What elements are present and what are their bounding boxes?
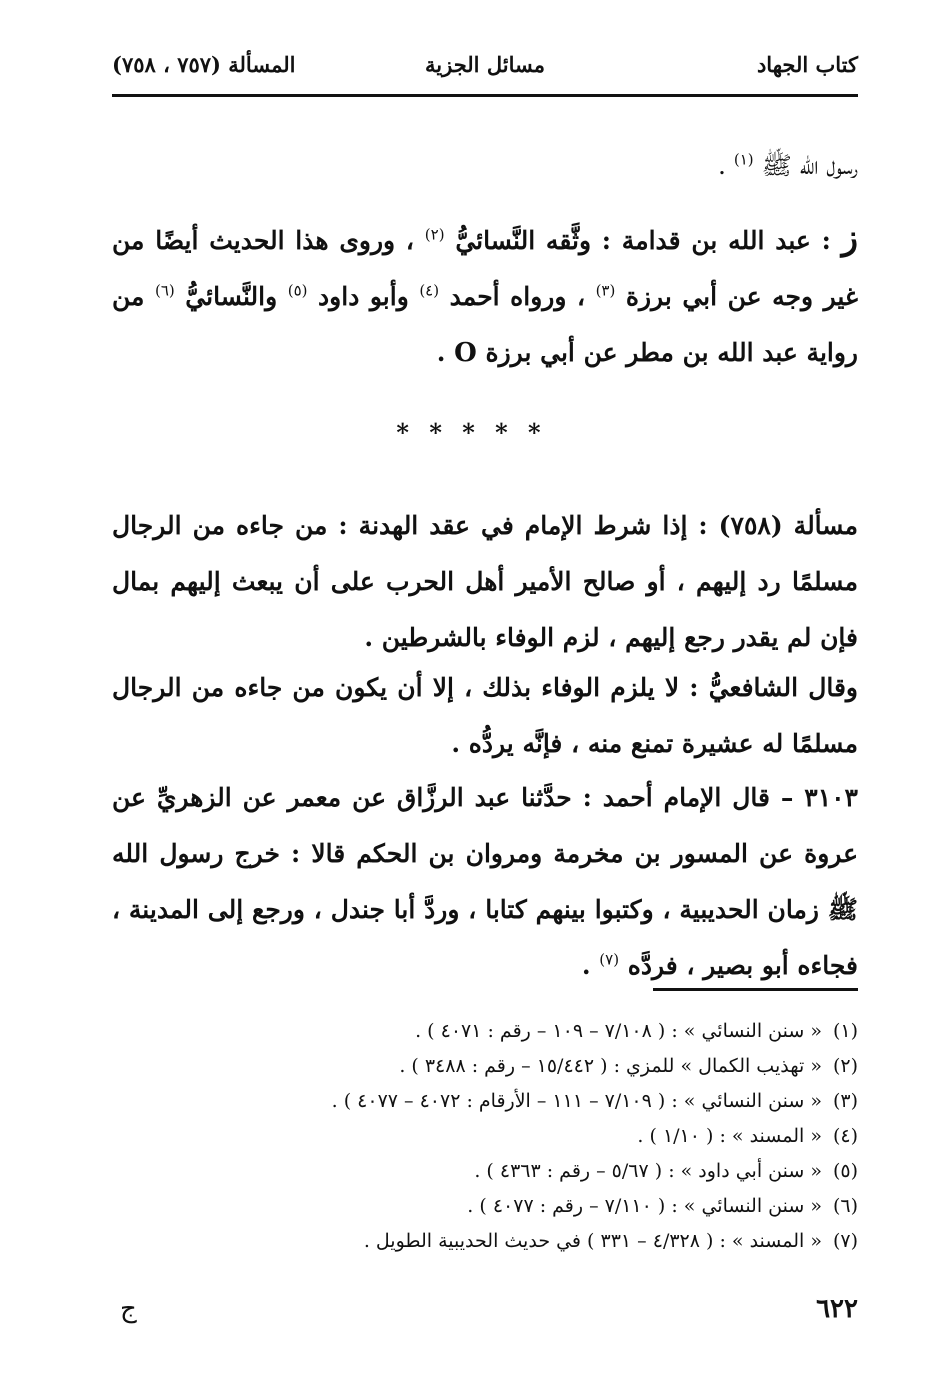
footnote-number: (٦): [832, 1195, 858, 1217]
issue-text: : إذا شرط الإمام في عقد الهدنة : من جاءه من الرجال مسلمًا رد إليهم ، أو صالح الأمير أهل الحرب على أن يبعث إليهم بمال فإن لم يقدر رجع إليهم ، لزم الوفاء بالشرطين .: [112, 511, 859, 652]
end-circle-symbol: O: [454, 338, 477, 368]
p1-text: رسول الله ﷺ: [761, 151, 858, 180]
footnote-ref-5: (٥): [287, 281, 308, 300]
paragraph-hadith-3103: [112, 770, 858, 994]
p2-a: : عبد الله بن قدامة : وثَّقه النَّسائيُّ: [444, 226, 842, 255]
footnote-number: (٢): [832, 1055, 858, 1077]
footnote-number: (٤): [832, 1125, 858, 1147]
issue-label: مسألة (٧٥٨): [718, 511, 858, 540]
footnote-item: [112, 1224, 858, 1259]
footnote-text: « المسند » : ( ١/١٠ ) .: [637, 1125, 822, 1147]
footnote-item: [112, 1084, 858, 1119]
header-issue-range: المسألة (٧٥٧ ، ٧٥٨): [112, 52, 296, 77]
footnote-divider: [653, 988, 858, 991]
footnote-ref-7: (٧): [599, 950, 620, 969]
footnote-item: [112, 1119, 858, 1154]
p2-g: .: [436, 338, 455, 367]
footnote-number: (٥): [832, 1160, 858, 1182]
paragraph-shafii: [112, 660, 858, 772]
shafii-text: وقال الشافعيُّ : لا يلزم الوفاء بذلك ، إلا أن يكون من جاءه من الرجال مسلمًا له عشيرة تمنع منه ، فإنَّه يردُّه .: [112, 673, 858, 758]
commentary-marker: ز: [841, 218, 859, 258]
paragraph-hadith-end: [112, 138, 858, 194]
p2-f: من رواية عبد الله بن مطر عن أبي برزة: [112, 282, 858, 367]
hadith-text: قال الإمام أحمد : حدَّثنا عبد الرزَّاق عن معمر عن الزهريِّ عن عروة عن المسور بن مخرمة ومروان بن الحكم قالا : خرج رسول الله ﷺ زمان الحديبية ، وكتبوا بينهم كتابا ، وردَّ أبا جندل ، ورجع إلى المدينة ، فجاءه أبو بصير ، فردَّه: [112, 783, 858, 980]
footnote-ref-1: (١): [733, 150, 754, 169]
footnote-ref-3: (٣): [595, 281, 616, 300]
page-number: ٦٢٢: [816, 1294, 858, 1324]
p2-e: والنَّسائيُّ: [174, 282, 288, 311]
signature-mark: ج: [120, 1294, 137, 1324]
header-book-title: كتاب الجهاد: [756, 52, 858, 77]
header-chapter-title: مسائل الجزية: [425, 52, 545, 77]
footnote-text: « المسند » : ( ٤/٣٢٨ – ٣٣١ ) في حديث الحديبية الطويل .: [363, 1230, 822, 1252]
footnotes-list: [112, 1014, 858, 1259]
footnote-ref-2: (٢): [424, 225, 445, 244]
hadith-dash: –: [769, 783, 805, 812]
p2-d: وأبو داود: [307, 282, 420, 311]
hadith-tail: .: [581, 951, 600, 980]
footnote-item: [112, 1154, 858, 1189]
hadith-number: ٣١٠٣: [804, 783, 858, 812]
footnote-text: « سنن أبي داود » : ( ٥/٦٧ – رقم : ٤٣٦٣ ) .: [474, 1160, 822, 1182]
footnote-item: [112, 1014, 858, 1049]
text-block-1: [112, 138, 858, 194]
section-separator-stars: * * * * *: [396, 418, 547, 447]
text-block-4: [112, 660, 858, 772]
footnote-number: (١): [832, 1020, 858, 1042]
footnote-number: (٣): [832, 1090, 858, 1112]
paragraph-commentary: [112, 210, 858, 381]
footnote-text: « سنن النسائي » : ( ٧/١٠٩ – ١١١ – الأرقام : ٤٠٧٢ – ٤٠٧٧ ) .: [331, 1090, 822, 1112]
header-divider: [112, 94, 858, 97]
footnote-ref-6: (٦): [154, 281, 175, 300]
footnote-item: [112, 1049, 858, 1084]
footnote-text: « سنن النسائي » : ( ٧/١٠٨ – ١٠٩ – رقم : ٤٠٧١ ) .: [415, 1020, 822, 1042]
p2-b: ، وروى هذا الحديث أيضًا من غير وجه عن أبي برزة: [112, 226, 858, 311]
text-block-3: [112, 498, 858, 666]
footnote-text: « تهذيب الكمال » للمزي : ( ١٥/٤٤٢ – رقم : ٣٤٨٨ ) .: [399, 1055, 822, 1077]
footnote-text: « سنن النسائي » : ( ٧/١١٠ – رقم : ٤٠٧٧ ) .: [467, 1195, 822, 1217]
p1-tail: .: [717, 151, 726, 180]
paragraph-issue-758: [112, 498, 858, 666]
footnote-item: [112, 1189, 858, 1224]
text-block-5: [112, 770, 858, 994]
footnote-number: (٧): [832, 1230, 858, 1252]
text-block-2: [112, 210, 858, 381]
running-header: [112, 52, 858, 88]
p2-c: ، ورواه أحمد: [439, 282, 596, 311]
footnote-ref-4: (٤): [419, 281, 440, 300]
